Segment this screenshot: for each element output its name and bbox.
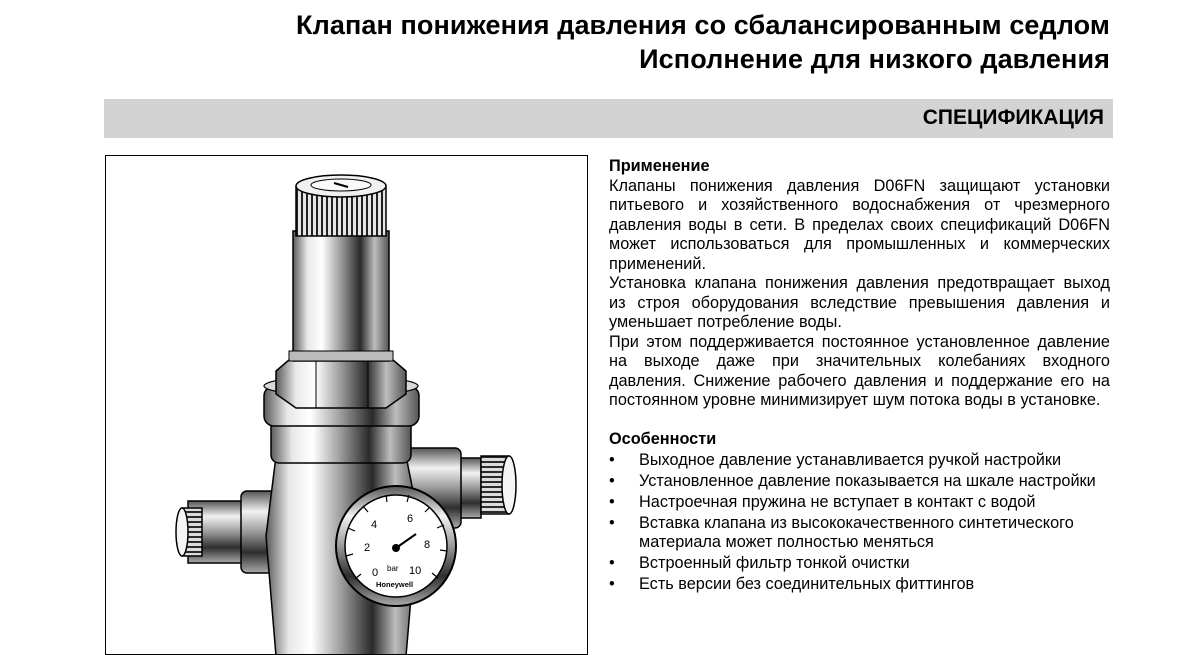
brand-logo: Honeywell xyxy=(376,580,414,589)
gauge-tick-10: 10 xyxy=(409,565,422,577)
feature-item: • Вставка клапана из высококачественного синтетического материала может полностью меняться xyxy=(609,513,1074,551)
gauge-tick-8: 8 xyxy=(424,539,431,551)
adjustment-knob xyxy=(296,175,386,236)
section-label: СПЕЦИФИКАЦИЯ xyxy=(922,106,1104,129)
application-paragraph-3: При этом поддерживается постоянное установленное давление на выходе даже при значительных колебаниях входного давления. Снижение рабочего давления и поддержание его на постоянном уровне минимизирует шум потока воды в установке. xyxy=(609,332,1110,409)
feature-item: • Встроенный фильтр тонкой очистки xyxy=(609,554,910,572)
valve-illustration xyxy=(106,156,588,655)
gauge-tick-2: 2 xyxy=(364,542,371,554)
hex-nut xyxy=(276,354,406,408)
features-heading: Особенности xyxy=(609,429,717,448)
application-paragraph-2: Установка клапана понижения давления предотвращает выход из строя оборудования вследствие превышения давления и уменьшает потребление воды. xyxy=(609,274,1110,331)
bullet-icon: • xyxy=(609,471,615,490)
feature-item: • Есть версии без соединительных фиттингов xyxy=(609,575,975,593)
gauge-tick-0: 0 xyxy=(372,567,379,579)
section-bar xyxy=(104,99,1113,138)
specification-text xyxy=(609,157,1110,596)
application-paragraph-1: Клапаны понижения давления D06FN защищают установки питьевого и хозяйственного водоснабжения от чрезмерного давления воды в сети. В пределах своих спецификаций D06FN может использоваться для промышленных и коммерческих применений. xyxy=(609,176,1110,273)
title-line-2: Исполнение для низкого давления xyxy=(639,44,1110,74)
gauge-tick-4: 4 xyxy=(371,519,378,531)
application-heading: Применение xyxy=(609,157,710,175)
bullet-icon: • xyxy=(609,450,615,469)
gauge-unit: bar xyxy=(387,564,399,573)
pressure-gauge xyxy=(336,486,456,606)
feature-item: • Настроечная пружина не вступает в контакт с водой xyxy=(609,492,1036,511)
feature-item: • Установленное давление показывается на шкале настройки xyxy=(609,471,1096,490)
bullet-icon: • xyxy=(609,492,615,511)
title-line-1: Клапан понижения давления со сбалансированным седлом xyxy=(296,10,1110,40)
product-figure xyxy=(105,155,588,655)
feature-item: • Выходное давление устанавливается ручкой настройки xyxy=(609,450,1062,469)
bullet-icon: • xyxy=(609,554,615,572)
gauge-tick-6: 6 xyxy=(407,513,414,525)
bullet-icon: • xyxy=(609,575,615,593)
bonnet-cylinder xyxy=(289,231,393,361)
bullet-icon: • xyxy=(609,513,615,532)
document-title xyxy=(296,8,1110,76)
features-list xyxy=(609,451,1110,595)
